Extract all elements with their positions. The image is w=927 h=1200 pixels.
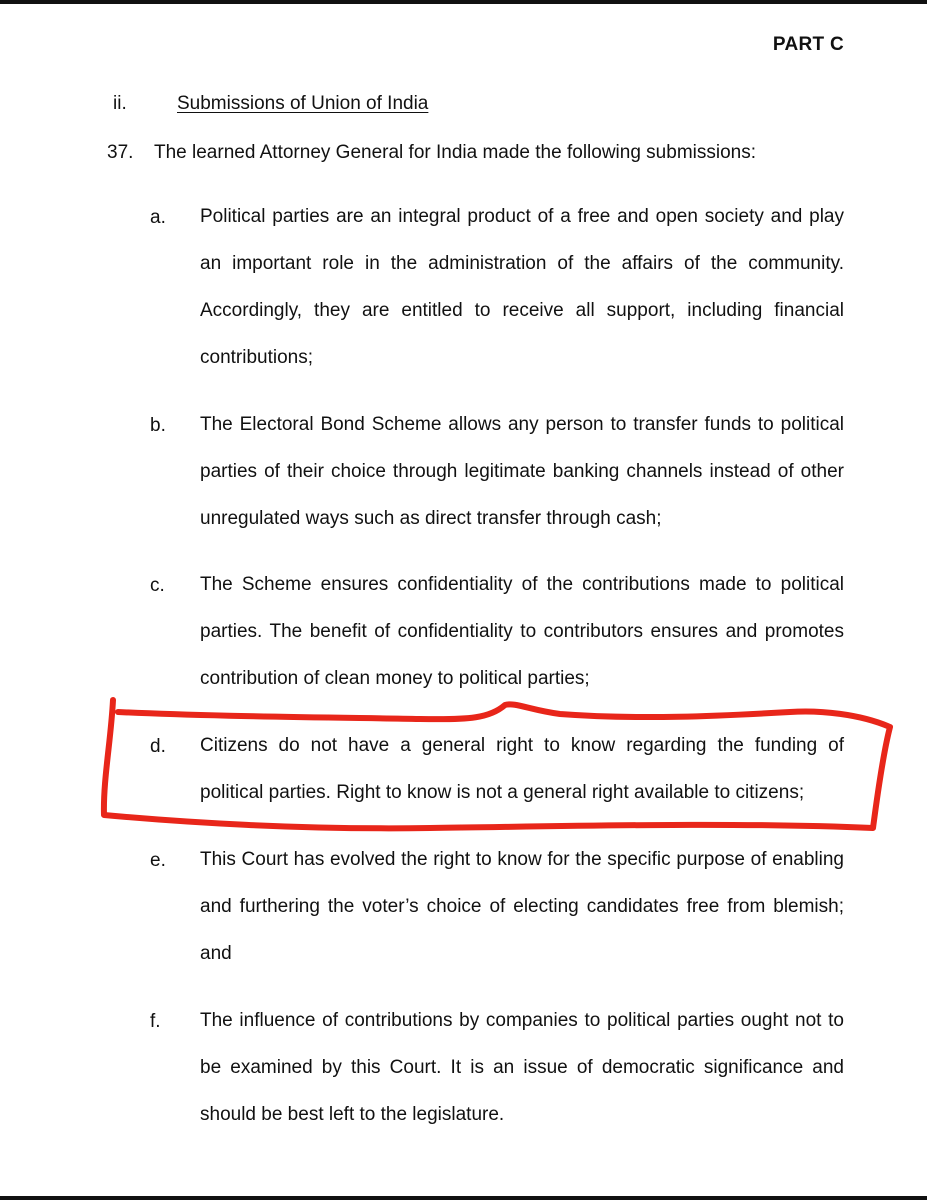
item-letter: b.: [150, 415, 166, 436]
section-title: Submissions of Union of India: [177, 93, 429, 114]
item-text: Citizens do not have a general right to know regarding the funding of political parties. Right to know is not a general right available to citizens;: [200, 735, 844, 803]
bottom-border: [0, 1196, 927, 1200]
item-letter: f.: [150, 1011, 161, 1032]
paragraph-intro: The learned Attorney General for India made the following submissions:: [154, 142, 756, 163]
item-text: The influence of contributions by companies to political parties ought not to be examined by this Court. It is an issue of democratic significance and should be best left to the legislature.: [200, 1010, 844, 1125]
section-number: ii.: [113, 93, 127, 114]
paragraph-number: 37.: [107, 142, 134, 163]
part-header: PART C: [772, 34, 844, 55]
item-letter: a.: [150, 207, 166, 228]
top-border: [0, 0, 927, 4]
item-letter: e.: [150, 850, 166, 871]
item-letter: c.: [150, 575, 165, 596]
item-letter: d.: [150, 736, 166, 757]
item-text: The Scheme ensures confidentiality of the contributions made to political parties. The benefit of confidentiality to contributors ensures and promotes contribution of clean money to political parties;: [200, 574, 844, 689]
item-text: The Electoral Bond Scheme allows any person to transfer funds to political parties of their choice through legitimate banking channels instead of other unregulated ways such as direct transfer through cash;: [200, 414, 844, 529]
item-text: This Court has evolved the right to know for the specific purpose of enabling and furthering the voter’s choice of electing candidates free from blemish; and: [200, 849, 844, 964]
item-text: Political parties are an integral product of a free and open society and play an important role in the administration of the affairs of the community. Accordingly, they are entitled to receive all support, including financial contributions;: [200, 206, 844, 368]
